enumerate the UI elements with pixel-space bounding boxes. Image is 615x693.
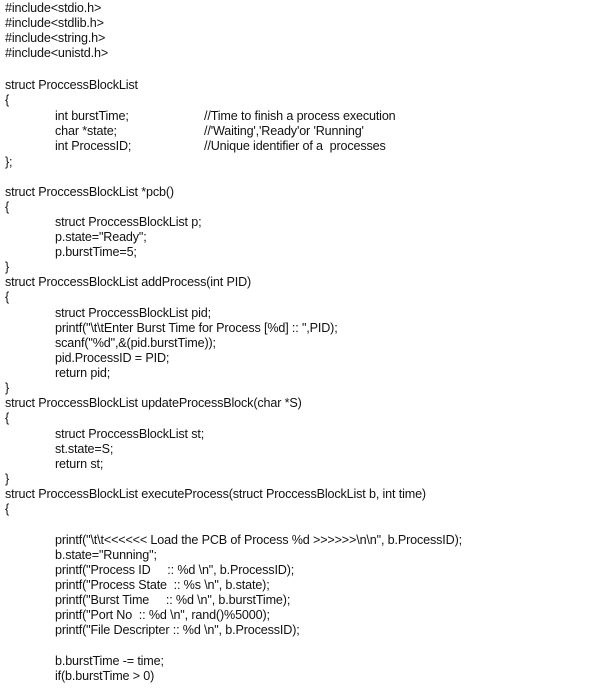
code-line: printf("File Descripter :: %d \n", b.ProcessID); (55, 623, 300, 637)
add-func-header: struct ProccessBlockList addProcess(int PID) (5, 275, 252, 289)
code-line: return st; (55, 457, 104, 471)
code-line: printf("Process ID :: %d \n", b.ProcessID); (55, 563, 295, 577)
struct-field-comment: //'Waiting','Ready'or 'Running' (204, 124, 364, 138)
include-string: #include<string.h> (5, 31, 106, 45)
code-line: b.state="Running"; (55, 548, 157, 562)
struct-field-code: char *state; (55, 124, 117, 138)
update-func-header: struct ProccessBlockList updateProcessBlock(char *S) (5, 396, 302, 410)
code-line: p.state="Ready"; (55, 230, 147, 244)
code-line: pid.ProcessID = PID; (55, 351, 170, 365)
pcb-open-brace: { (5, 200, 10, 214)
code-line: b.burstTime -= time; (55, 654, 164, 668)
struct-field-code: int ProcessID; (55, 139, 132, 153)
struct-field-comment: //Unique identifier of a processes (204, 139, 386, 153)
include-stdio: #include<stdio.h> (5, 1, 102, 15)
struct-field-code: int burstTime; (55, 109, 129, 123)
pcb-func-header: struct ProccessBlockList *pcb() (5, 185, 174, 199)
include-unistd: #include<unistd.h> (5, 46, 109, 60)
update-close-brace: } (5, 472, 10, 486)
code-line: printf("\t\tEnter Burst Time for Process [%d] :: ",PID); (55, 321, 338, 335)
include-stdlib: #include<stdlib.h> (5, 16, 104, 30)
code-line: return pid; (55, 366, 111, 380)
execute-open-brace: { (5, 502, 10, 516)
code-line: printf("Process State :: %s \n", b.state); (55, 578, 270, 592)
code-line: p.burstTime=5; (55, 245, 137, 259)
struct-open-brace: { (5, 93, 10, 107)
pcb-close-brace: } (5, 260, 10, 274)
code-line: struct ProccessBlockList p; (55, 215, 202, 229)
struct-close-brace: }; (5, 155, 13, 169)
code-line: printf("Port No :: %d \n", rand()%5000); (55, 608, 270, 622)
code-line: struct ProccessBlockList pid; (55, 306, 211, 320)
code-line: st.state=S; (55, 442, 114, 456)
code-line: struct ProccessBlockList st; (55, 427, 205, 441)
add-close-brace: } (5, 381, 10, 395)
update-open-brace: { (5, 411, 10, 425)
code-line: printf("\t\t<<<<<< Load the PCB of Process %d >>>>>>\n\n", b.ProcessID); (55, 533, 462, 547)
add-open-brace: { (5, 290, 10, 304)
code-line: printf("Burst Time :: %d \n", b.burstTime); (55, 593, 291, 607)
struct-header: struct ProccessBlockList (5, 78, 138, 92)
code-line: scanf("%d",&(pid.burstTime)); (55, 336, 216, 350)
struct-field-comment: //Time to finish a process execution (204, 109, 396, 123)
code-line: if(b.burstTime > 0) (55, 669, 155, 683)
execute-func-header: struct ProccessBlockList executeProcess(struct ProccessBlockList b, int time) (5, 487, 426, 501)
